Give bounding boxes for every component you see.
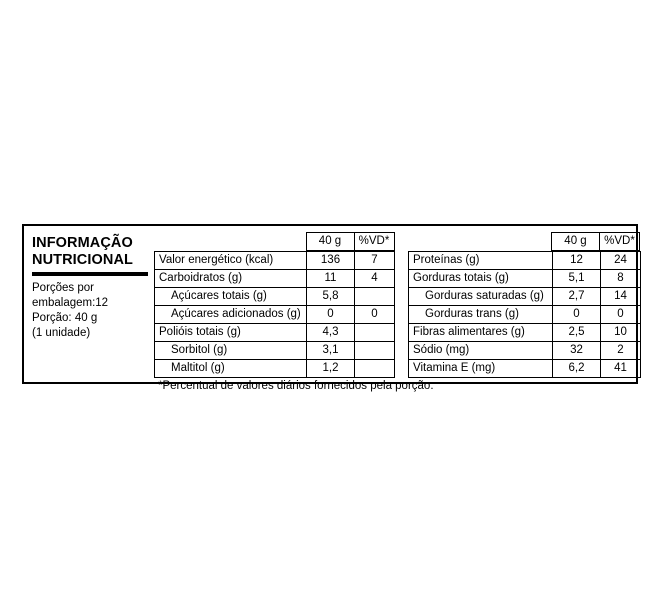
nutrient-amount: 2,5: [553, 324, 601, 342]
nutrition-table-left: [154, 232, 395, 251]
nutrient-amount: 2,7: [553, 288, 601, 306]
table-row: [409, 306, 641, 324]
servings-line-3: Porção: 40 g: [32, 311, 98, 324]
label-title-line1: INFORMAÇÃO: [32, 235, 133, 251]
table-row: [155, 252, 395, 270]
right-header-amount: 40 g: [552, 233, 600, 251]
servings-info: [32, 281, 148, 340]
nutrition-rows-left: [154, 251, 395, 378]
table-row: [155, 270, 395, 288]
nutrient-dv: [355, 342, 395, 360]
nutrient-amount: 0: [307, 306, 355, 324]
nutrition-table-right: [408, 232, 641, 251]
servings-line-2: embalagem:12: [32, 297, 109, 310]
tables-body-row: [154, 251, 641, 378]
nutrient-dv: 7: [355, 252, 395, 270]
table-row: [155, 306, 395, 324]
nutrient-dv: 4: [355, 270, 395, 288]
nutrient-amount: 11: [307, 270, 355, 288]
nutrient-dv: [355, 324, 395, 342]
nutrient-amount: 32: [553, 342, 601, 360]
left-header-amount: 40 g: [306, 233, 354, 251]
nutrient-amount: 3,1: [307, 342, 355, 360]
nutrient-amount: 0: [553, 306, 601, 324]
nutrient-name: Fibras alimentares (g): [409, 324, 553, 342]
nutrient-name: Carboidratos (g): [155, 270, 307, 288]
nutrient-amount: 136: [307, 252, 355, 270]
nutrient-name: Sorbitol (g): [155, 342, 307, 360]
left-header-blank: [154, 233, 306, 251]
table-row: [409, 360, 641, 378]
right-rows-body: [409, 252, 641, 378]
left-rows-body: [155, 252, 395, 378]
left-header-dv: %VD*: [354, 233, 394, 251]
nutrient-name: Gorduras trans (g): [409, 306, 553, 324]
nutrient-name: Sódio (mg): [409, 342, 553, 360]
footnote: *Percentual de valores diários fornecidos pela porção.: [158, 380, 434, 392]
right-table-body: [408, 233, 640, 251]
nutrient-amount: 12: [553, 252, 601, 270]
table-row: [155, 288, 395, 306]
heading-column: [32, 232, 154, 378]
nutrient-dv: [355, 360, 395, 378]
nutrient-dv: 14: [601, 288, 641, 306]
nutrient-name: Maltitol (g): [155, 360, 307, 378]
nutrient-amount: 6,2: [553, 360, 601, 378]
nutrient-name: Valor energético (kcal): [155, 252, 307, 270]
nutrient-amount: 1,2: [307, 360, 355, 378]
table-row: [409, 252, 641, 270]
table-row: [155, 360, 395, 378]
nutrient-name: Proteínas (g): [409, 252, 553, 270]
nutrient-name: Açúcares totais (g): [155, 288, 307, 306]
nutrient-name: Vitamina E (mg): [409, 360, 553, 378]
nutrient-dv: 10: [601, 324, 641, 342]
servings-line-4: (1 unidade): [32, 326, 91, 339]
table-row: [409, 270, 641, 288]
nutrient-dv: [355, 288, 395, 306]
nutrient-name: Polióis totais (g): [155, 324, 307, 342]
table-row: [155, 324, 395, 342]
table-row: [409, 288, 641, 306]
nutrient-dv: 41: [601, 360, 641, 378]
nutrient-name: Gorduras totais (g): [409, 270, 553, 288]
nutrition-label: [22, 224, 638, 392]
title-divider: [32, 272, 148, 276]
nutrient-dv: 2: [601, 342, 641, 360]
right-header-dv: %VD*: [600, 233, 640, 251]
nutrient-amount: 5,8: [307, 288, 355, 306]
nutrient-dv: 24: [601, 252, 641, 270]
nutrient-name: Gorduras saturadas (g): [409, 288, 553, 306]
servings-line-1: Porções por: [32, 282, 95, 295]
nutrient-dv: 0: [355, 306, 395, 324]
right-table-header-row: [408, 233, 640, 251]
table-row: [409, 324, 641, 342]
label-title-line2: NUTRICIONAL: [32, 251, 133, 268]
nutrient-amount: 4,3: [307, 324, 355, 342]
nutrient-dv: 0: [601, 306, 641, 324]
nutrition-label-inner: [24, 226, 636, 392]
nutrient-name: Açúcares adicionados (g): [155, 306, 307, 324]
nutrition-tables: [154, 232, 641, 392]
nutrient-amount: 5,1: [553, 270, 601, 288]
label-title: [32, 235, 148, 268]
nutrient-dv: 8: [601, 270, 641, 288]
left-table-header-row: [154, 233, 394, 251]
tables-row: [154, 232, 641, 251]
table-row: [155, 342, 395, 360]
left-table-body: [154, 233, 394, 251]
right-header-blank: [408, 233, 552, 251]
table-row: [409, 342, 641, 360]
nutrition-rows-right: [408, 251, 641, 378]
